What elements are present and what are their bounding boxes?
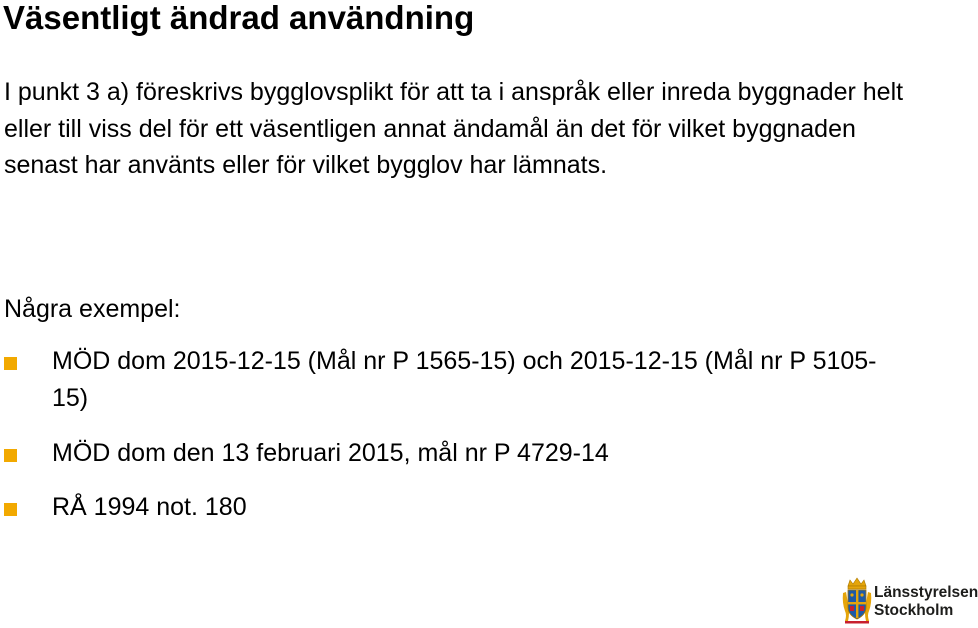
examples-heading: Några exempel: (4, 295, 181, 323)
body-paragraph: I punkt 3 a) föreskrivs bygglovsplikt för att ta i anspråk eller inreda byggnader helt eller till viss del för ett väsentligen annat ändamål än det för vilket byggnaden senast har använts eller för vilket bygglov har lämnats. (4, 78, 904, 179)
square-bullet-icon (4, 357, 17, 370)
logo-text-line1: Länsstyrelsen (874, 584, 978, 601)
slide-title: Väsentligt ändrad användning (3, 0, 475, 36)
list-item-text: MÖD dom 2015-12-15 (Mål nr P 1565-15) och 2015-12-15 (Mål nr P 5105-15) (52, 347, 877, 412)
square-bullet-icon (4, 503, 17, 516)
coat-of-arms-icon (842, 577, 872, 625)
square-bullet-icon (4, 449, 17, 462)
list-item-text: MÖD dom den 13 februari 2015, mål nr P 4729-14 (52, 439, 609, 467)
lansstyrelsen-logo (842, 577, 978, 625)
list-item-text: RÅ 1994 not. 180 (52, 493, 247, 521)
logo-text-line2: Stockholm (874, 602, 954, 619)
